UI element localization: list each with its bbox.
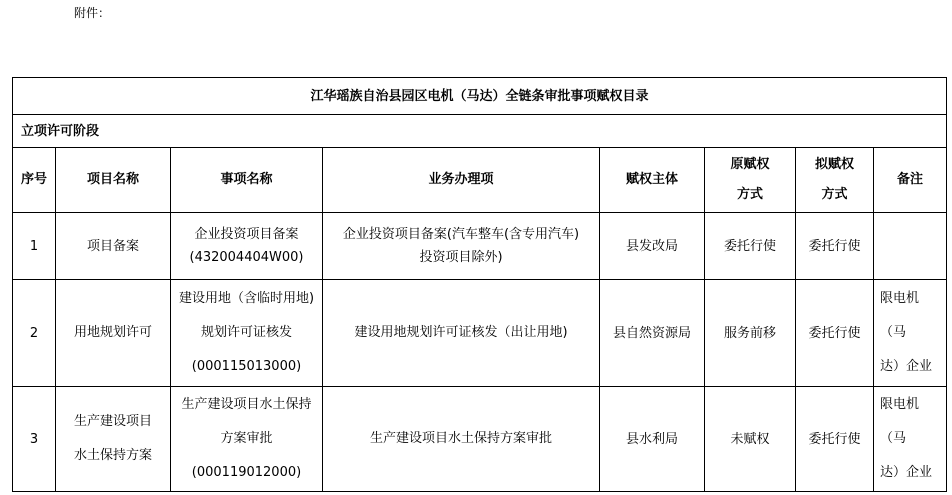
stage-label: 立项许可阶段 (13, 115, 947, 148)
row-item (171, 213, 323, 280)
row-planned-method: 委托行使 (796, 387, 874, 492)
row-subject: 县水利局 (600, 387, 705, 492)
row-business (323, 280, 600, 387)
row-seq: 1 (13, 213, 56, 280)
table-row (13, 387, 947, 492)
row-item (171, 387, 323, 492)
row-remark (874, 280, 947, 387)
row-item-line: 方案审批 (220, 431, 273, 446)
row-item-line: (000115013000) (191, 359, 302, 374)
row-project-line: 项目备案 (86, 238, 139, 254)
row-remark (874, 387, 947, 492)
header-project: 项目名称 (56, 148, 171, 213)
row-project-line: 水土保持方案 (73, 448, 152, 463)
table-row (13, 213, 947, 280)
row-item-line: 生产建设项目水土保持 (181, 397, 312, 412)
row-business-line: 企业投资项目备案(汽车整车(含专用汽车) (342, 227, 580, 242)
row-planned-method: 委托行使 (796, 280, 874, 387)
row-business (323, 387, 600, 492)
row-item-line: (432004404W00) (189, 250, 304, 265)
header-original-method (705, 148, 796, 213)
row-item-line: 企业投资项目备案 (194, 227, 299, 242)
attachment-label: 附件： (74, 6, 111, 20)
header-remark: 备注 (874, 148, 947, 213)
header-planned-method (796, 148, 874, 213)
table-row (13, 280, 947, 387)
row-project (56, 387, 171, 492)
row-remark-line: 限电机（马 (880, 397, 920, 446)
row-project-line: 用地规划许可 (73, 325, 152, 340)
header-business: 业务办理项 (323, 148, 600, 213)
row-subject: 县自然资源局 (600, 280, 705, 387)
row-project-line: 生产建设项目 (73, 414, 152, 429)
row-seq: 3 (13, 387, 56, 492)
row-remark-line: 达）企业 (880, 465, 933, 480)
row-business-line: 生产建设项目水土保持方案审批 (369, 431, 552, 446)
row-original-method: 服务前移 (705, 280, 796, 387)
row-item (171, 280, 323, 387)
row-business-line: 投资项目除外) (419, 250, 503, 265)
approval-catalog-table (12, 77, 947, 492)
header-planned-line2: 方式 (821, 187, 848, 202)
table-header-row (13, 148, 947, 213)
row-business (323, 213, 600, 280)
row-project (56, 280, 171, 387)
document-title: 江华瑶族自治县园区电机（马达）全链条审批事项赋权目录 (13, 78, 947, 115)
row-item-line: 建设用地（含临时用地) (178, 291, 315, 306)
header-seq: 序号 (13, 148, 56, 213)
row-remark-line: 限电机（马 (880, 291, 920, 340)
row-remark-line: 达）企业 (880, 359, 933, 374)
row-original-method: 委托行使 (705, 213, 796, 280)
header-original-line2: 方式 (736, 187, 763, 202)
header-planned-line1: 拟赋权 (814, 157, 854, 172)
row-seq: 2 (13, 280, 56, 387)
row-business-line: 建设用地规划许可证核发（出让用地) (354, 325, 568, 340)
header-item: 事项名称 (171, 148, 323, 213)
header-original-line1: 原赋权 (730, 157, 770, 172)
row-item-line: 规划许可证核发 (200, 325, 292, 340)
row-planned-method: 委托行使 (796, 213, 874, 280)
row-remark (874, 213, 947, 280)
row-project (56, 213, 171, 280)
row-original-method: 未赋权 (705, 387, 796, 492)
row-subject: 县发改局 (600, 213, 705, 280)
header-subject: 赋权主体 (600, 148, 705, 213)
row-item-line: (000119012000) (191, 465, 302, 480)
